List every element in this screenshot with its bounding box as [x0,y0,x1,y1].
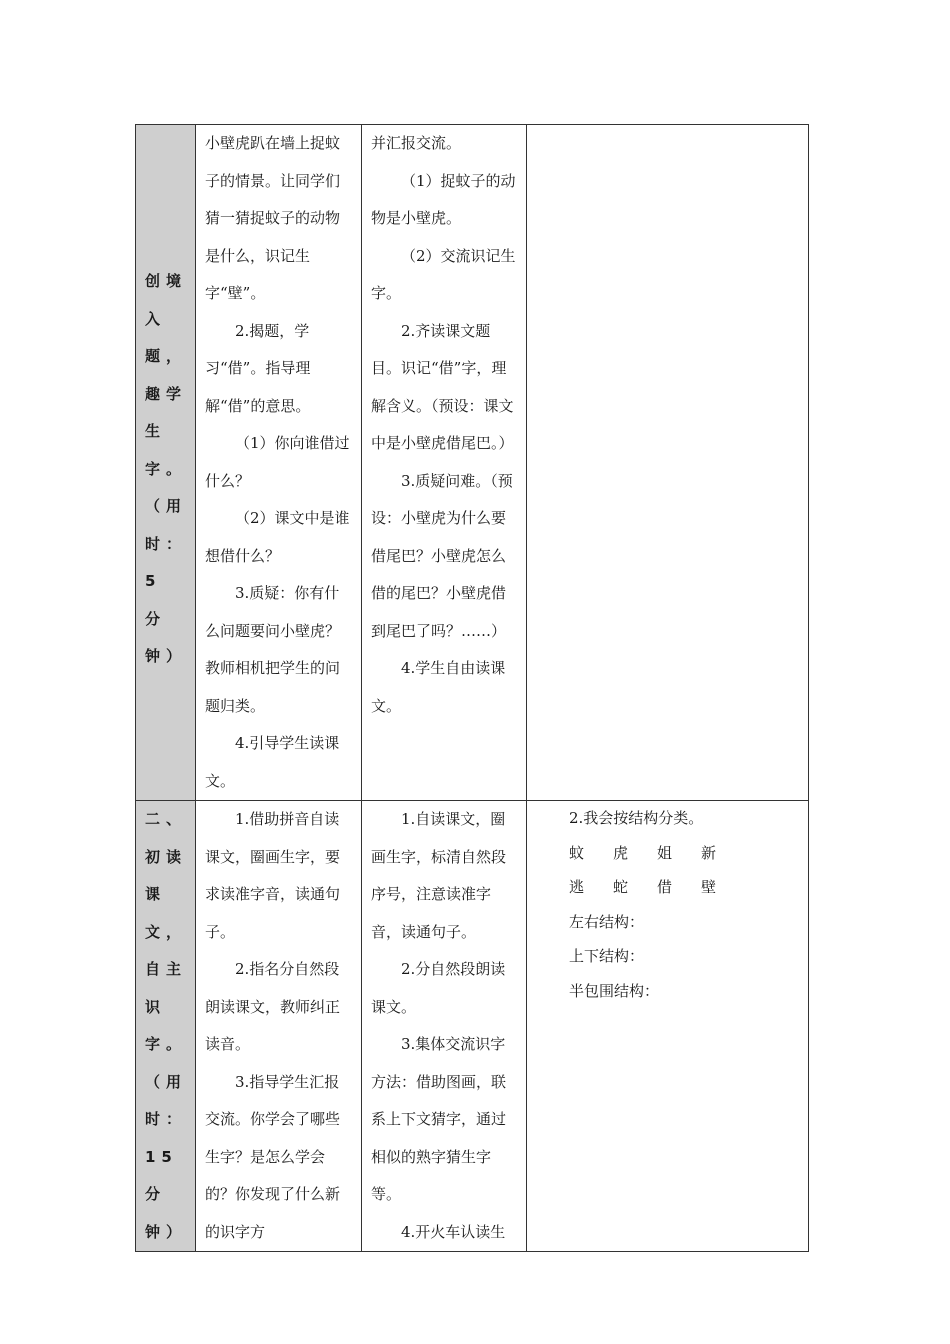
stage-label: 创境 入 题， 趣学 生 字。 （用 时：5 分 钟） [145,272,188,665]
table-row [136,125,809,801]
practice-cell [527,125,809,801]
student-activity-cell [362,801,527,1252]
stage-label: 二、 初读 课 文， 自主 识 字。 （用 时： 15 分 钟） [145,810,188,1241]
student-activity [362,125,526,725]
char: 壁 [701,878,717,896]
teacher-paragraph: 1.借助拼音自读课文，圈画生字，要求读准字音，读通句子。 [205,810,341,941]
char: 蛇 [613,878,629,896]
char: 姐 [657,843,673,862]
teacher-activity-cell [196,125,362,801]
structure-line: 半包围结构： [569,981,660,1000]
teacher-paragraph: 4.引导学生读课文。 [205,734,340,790]
student-paragraph: 并汇报交流。 [371,134,462,152]
student-paragraph: 4.开火车认读生 [401,1222,506,1241]
teacher-activity [196,801,361,1251]
teacher-activity-cell [196,801,362,1252]
student-paragraph: 3.质疑问难。（预设：小壁虎为什么要借尾巴？小壁虎怎么借的尾巴？小壁虎借到尾巴了吗？……） [371,471,513,640]
teacher-paragraph: 2.指名分自然段朗读课文，教师纠正读音。 [205,960,341,1053]
teacher-paragraph: 3.指导学生汇报交流。你学会了哪些生字？是怎么学会的？你发现了什么新的识字方 [205,1072,341,1241]
teacher-activity [196,125,361,800]
char: 蚊 [569,843,585,862]
teacher-paragraph: 3.质疑：你有什么问题要问小壁虎？教师相机把学生的问题归类。 [205,584,341,715]
structure-line: 上下结构： [569,947,645,965]
char-row-1 [569,836,808,871]
teacher-paragraph: （1）你向谁借过什么？ [205,434,350,490]
stage-cell [136,125,196,801]
teacher-paragraph: 2.揭题，学习“借”。指导理解“借”的意思。 [205,321,311,415]
structure-line: 左右结构： [569,912,645,931]
char: 借 [657,878,673,896]
student-paragraph: 4.学生自由读课文。 [371,659,506,715]
student-activity [362,801,526,1251]
student-paragraph: 3.集体交流识字方法：借助图画，联系上下文猜字，通过相似的熟字猜生字等。 [371,1035,507,1203]
structure-exercise [527,801,808,1008]
char-row-2 [569,870,808,905]
stage-cell [136,801,196,1252]
student-paragraph: 2.分自然段朗读课文。 [371,960,506,1016]
char: 虎 [613,843,629,862]
teacher-paragraph: 小壁虎趴在墙上捉蚊子的情景。让同学们猜一猜捉蚊子的动物是什么，识记生字“壁”。 [205,134,341,302]
student-paragraph: （1）捉蚊子的动物是小壁虎。 [371,171,516,227]
table-row [136,801,809,1252]
exercise-title: 2.我会按结构分类。 [569,809,704,827]
teacher-paragraph: （2）课文中是谁想借什么？ [205,509,350,565]
student-activity-cell [362,125,527,801]
lesson-plan-table [135,124,809,1252]
char: 新 [701,843,717,862]
student-paragraph: （2）交流识记生字。 [371,246,516,302]
practice-cell [527,801,809,1252]
student-paragraph: 1.自读课文，圈画生字，标清自然段序号，注意读准字音，读通句子。 [371,810,507,941]
char: 逃 [569,878,585,896]
student-paragraph: 2.齐读课文题目。识记“借”字，理解含义。（预设：课文中是小壁虎借尾巴。） [371,321,514,452]
